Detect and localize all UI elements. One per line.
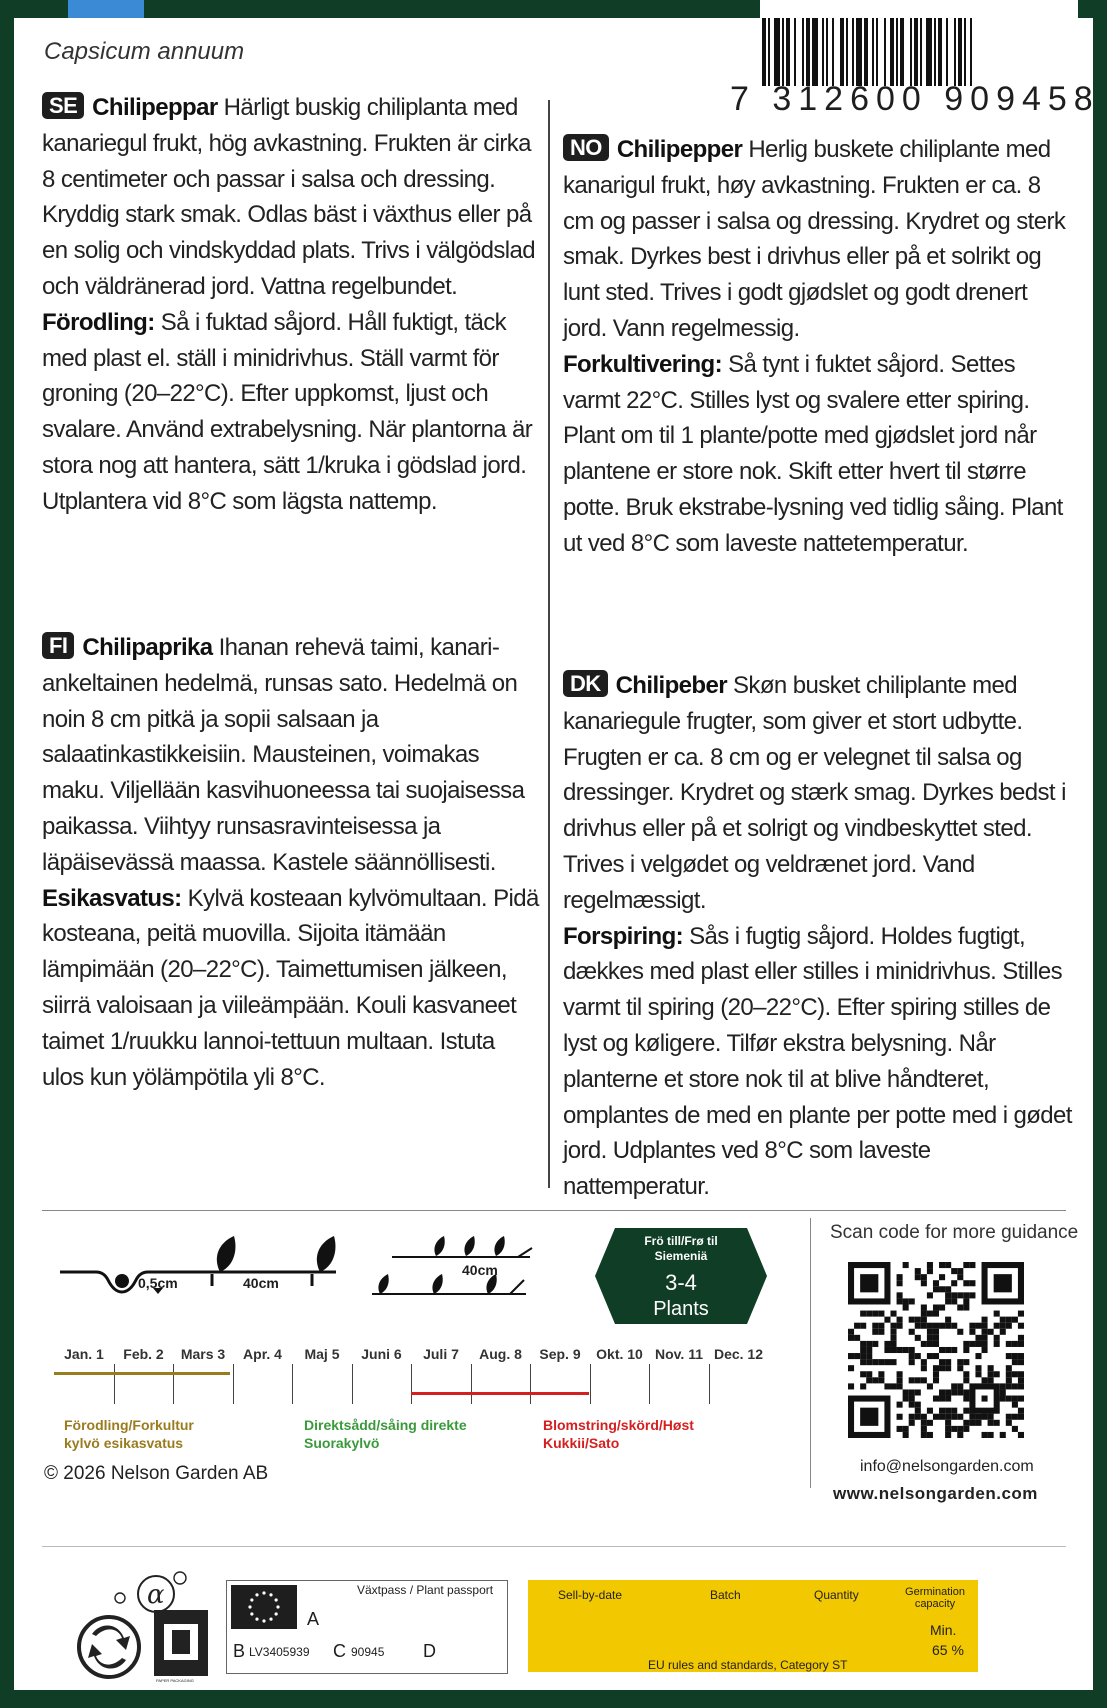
month-label: Juli 7 — [423, 1346, 459, 1362]
recycling-icon — [76, 1614, 142, 1680]
month-tick — [292, 1364, 293, 1404]
section-subtext-no: Så tynt i fuktet såjord. Settes varmt 22°C. Stilles lyst og svalere etter spiring. Plant om til 1 plante/potte med gjødslet jord når plantene er store nok. Skift etter hvert til større potte. Bruk ekstrabe-lysning ved tidlig såing. Plant ut ved 8°C som laveste nattetemperatur. — [563, 350, 1063, 557]
language-tag-dk: DK — [563, 670, 608, 697]
bottom-divider — [42, 1546, 1066, 1547]
quantity-label: Quantity — [814, 1588, 859, 1602]
column-divider — [548, 100, 550, 1188]
seed-count-badge — [595, 1228, 767, 1324]
section-se — [42, 90, 542, 520]
month-tick — [173, 1364, 174, 1404]
section-intro-no: Herlig buskete chiliplante med kanarigul frukt, høy avkastning. Frukten er ca. 8 cm og passer i salsa og dressing. Krydret og sterk smak. Dyrkes best i drivhus eller på et solrikt og lunt sted. Trives i godt gjødslet og godt drenert jord. Vann regelmessig. — [563, 136, 1066, 342]
paper-packaging-icon — [154, 1610, 208, 1676]
legend-direct — [304, 1416, 467, 1452]
qr-divider — [810, 1218, 811, 1488]
seed-count-value: 3-4 — [665, 1270, 697, 1295]
section-dk — [563, 668, 1075, 1205]
passport-a: A — [307, 1609, 320, 1629]
legend-bloom — [543, 1416, 694, 1452]
indoor-sowing-bar — [54, 1372, 230, 1375]
section-subtext-fi: Kylvä kosteaan kylvömultaan. Pidä kosteana, peitä muovilla. Sijoita itämään lämpimään (20–22°C). Taimettumisen jälkeen, siirrä valoisaan ja viileämpään. Kouli kasvaneet taimet 1/ruukku lannoi-tettuun multaan. Istuta ulos kun yölämpötila yli 8°C. — [42, 884, 539, 1091]
passport-b-value: LV3405939 — [249, 1645, 310, 1659]
eu-rules: EU rules and standards, Category ST — [648, 1658, 848, 1672]
section-subtitle-fi: Esikasvatus: — [42, 884, 182, 912]
language-tag-no: NO — [563, 134, 609, 161]
month-tick — [352, 1364, 353, 1404]
section-title-fi: Chilipaprika — [82, 634, 213, 661]
section-no — [563, 132, 1075, 562]
sowing-spacing-label: 40cm — [243, 1275, 279, 1291]
month-label: Maj 5 — [304, 1346, 340, 1362]
bottom-frame-bar — [0, 1690, 1107, 1708]
month-tick — [233, 1364, 234, 1404]
species-name: Capsicum annuum — [44, 38, 245, 65]
legend-bloom-line1: Blomstring/skörd/Høst — [543, 1417, 694, 1433]
seed-count-label: Frö till/Frø til Siemeniä — [644, 1234, 718, 1263]
section-intro-se: Härligt buskig chiliplanta med kanariegul frukt, hög avkastning. Frukten är cirka 8 centimeter och passar i salsa och dressing. Kryddig stark smak. Odlas bäst i växthus eller på en solig och vindskyddad plats. Trivs i välgödslad och väldränerad jord. Vattna regelbundet. — [42, 94, 535, 300]
section-subtext-se: Så i fuktad såjord. Håll fuktigt, täck med plast el. ställ i minidrivhus. Ställ varmt för groning (20–22°C). Efter uppkomst, ljust och svalare. Använd extrabelysning. När plantorna är stora nog att hantera, sätt 1/kruka i gödslad jord. Utplantera vid 8°C som lägsta nattemp. — [42, 308, 533, 515]
leaf-icon — [217, 1236, 236, 1272]
qr-code[interactable] — [848, 1262, 1024, 1438]
month-tick — [471, 1364, 472, 1404]
passport-d: D — [423, 1641, 436, 1661]
product-info-box — [528, 1580, 978, 1672]
svg-text:α: α — [147, 1580, 165, 1610]
legend-direct-line1: Direktsådd/såing direkte — [304, 1417, 467, 1433]
month-label: Okt. 10 — [596, 1346, 643, 1362]
section-title-se: Chilipeppar — [92, 94, 218, 121]
copyright: © 2026 Nelson Garden AB — [44, 1463, 269, 1484]
legend-direct-line2: Suorakylvö — [304, 1435, 380, 1451]
barcode-number: 7 312600 909458 — [730, 80, 1100, 118]
right-frame-bar — [1093, 0, 1107, 1708]
scan-instruction: Scan code for more guidance — [830, 1222, 1079, 1243]
language-tag-fi: FI — [42, 632, 74, 659]
month-label: Apr. 4 — [243, 1346, 282, 1362]
month-tick — [411, 1364, 412, 1404]
contact-email[interactable]: info@nelsongarden.com — [860, 1458, 1034, 1475]
legend-bloom-line2: Kukkii/Sato — [543, 1435, 620, 1451]
month-label: Sep. 9 — [539, 1346, 581, 1362]
section-subtitle-se: Förodling: — [42, 308, 155, 336]
language-tag-se: SE — [42, 92, 84, 119]
month-tick — [114, 1364, 115, 1404]
month-label: Nov. 11 — [655, 1346, 703, 1362]
legend-indoor — [64, 1416, 194, 1452]
germination-percent: 65 % — [932, 1642, 964, 1658]
month-label: Mars 3 — [180, 1346, 226, 1362]
section-intro-dk: Skøn busket chiliplante med kanariegule frugter, som giver et stort udbytte. Frugten er ca. 8 cm og er velegnet til salsa og dressinger. Krydret og stærk smag. Dyrkes bedst i drivhus eller på et solrigt og vindbeskyttet sted. Trives i velgødet og veldrænet jord. Vand regelmæssigt. — [563, 672, 1066, 914]
month-label: Feb. 2 — [123, 1346, 164, 1362]
month-label: Jan. 1 — [64, 1346, 104, 1362]
section-subtitle-dk: Forspiring: — [563, 922, 684, 950]
passport-title: Växtpass / Plant passport — [357, 1583, 494, 1597]
section-title-no: Chilipepper — [616, 136, 743, 163]
sowing-depth-diagram — [56, 1228, 346, 1308]
sell-by-label: Sell-by-date — [558, 1588, 623, 1602]
website-link[interactable]: www.nelsongarden.com — [833, 1484, 1038, 1503]
paper-packaging-label: PAPER PACKAGING — [156, 1678, 194, 1683]
section-subtitle-no: Forkultivering: — [563, 350, 723, 378]
section-fi — [42, 630, 542, 1095]
footer-divider — [42, 1210, 1066, 1211]
month-tick — [530, 1364, 531, 1404]
month-tick — [649, 1364, 650, 1404]
row-spacing-diagram — [370, 1228, 540, 1318]
barcode-bars — [762, 18, 1072, 86]
passport-c-value: 90945 — [351, 1645, 385, 1659]
sowing-depth-label: 0,5cm — [138, 1275, 178, 1291]
legend-indoor-line2: kylvö esikasvatus — [64, 1435, 184, 1451]
month-tick — [590, 1364, 591, 1404]
germination-min: Min. — [930, 1622, 957, 1638]
month-label: Aug. 8 — [479, 1346, 522, 1362]
passport-b: B — [233, 1641, 246, 1661]
month-calendar — [54, 1346, 764, 1406]
section-title-dk: Chilipeber — [615, 672, 727, 699]
germination-label: Germination capacity — [905, 1586, 965, 1610]
legend-indoor-line1: Förodling/Forkultur — [64, 1417, 194, 1433]
batch-label: Batch — [710, 1588, 741, 1602]
seed-count-unit: Plants — [653, 1298, 709, 1320]
section-intro-fi: Ihanan rehevä taimi, kanari-ankeltainen hedelmä, runsas sato. Hedelmä on noin 8 cm pitkä ja sopii salsaan ja salaatinkastikkeisiin. Mausteinen, voimakas maku. Viljellään kasvihuoneessa tai suojaisessa paikassa. Viihtyy runsasravinteisessa ja läpäisevässä maassa. Kastele säännöllisesti. — [42, 634, 525, 876]
leaf-icon — [317, 1236, 336, 1272]
top-blue-tab — [68, 0, 144, 18]
month-label: Dec. 12 — [713, 1346, 764, 1362]
left-frame-bar — [0, 0, 14, 1708]
plant-passport — [226, 1580, 508, 1674]
section-subtext-dk: Sås i fugtig såjord. Holdes fugtigt, dækkes med plast eller stilles i minidrivhus. Stilles varmt til spiring (20–22°C). Efter spiring stilles de lyst og køligere. Tilfør ekstra belysning. Når planterne et store nok til at blive håndteret, omplantes de med en plante per potte med i gødet jord. Udplantes ved 8°C som laveste nattemperatur. — [563, 922, 1072, 1201]
month-tick — [709, 1364, 710, 1404]
row-spacing-label: 40cm — [462, 1262, 498, 1278]
month-label: Juni 6 — [361, 1346, 402, 1362]
bloom-harvest-bar — [411, 1392, 589, 1395]
eu-flag-icon — [231, 1585, 297, 1629]
passport-c: C — [333, 1641, 346, 1661]
